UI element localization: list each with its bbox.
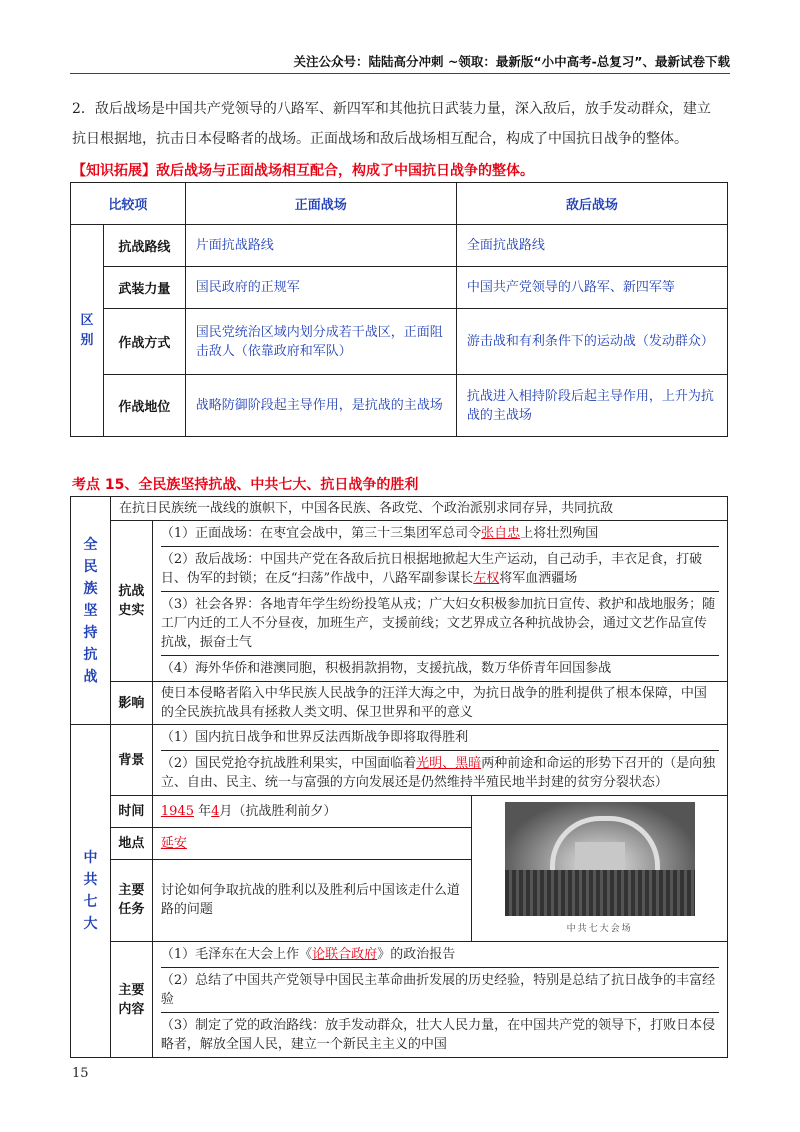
- rear-cell: 游击战和有利条件下的运动战（发动群众）: [456, 309, 727, 375]
- rear-cell: 全面抗战路线: [456, 225, 727, 267]
- task-label: 主要任务: [110, 859, 152, 941]
- history-table: [70, 496, 728, 1058]
- page-header: 关注公众号：陆陆高分冲刺 ~领取：最新版“小中高考-总复习”、最新试卷下载: [293, 54, 730, 69]
- paragraph-line-2: 抗日根据地，抗击日本侵略者的战场。正面战场和敌后战场相互配合，构成了中国抗日战争的整体。: [72, 131, 688, 147]
- header-rear: 敌后战场: [456, 183, 727, 225]
- row-label: 作战地位: [103, 375, 185, 437]
- front-cell: 国民党统治区域内划分成若干战区，正面阻击敌人（依靠政府和军队）: [185, 309, 456, 375]
- fact-1: （1）正面战场：在枣宜会战中，第三十三集团军总司令张自忠上将壮烈殉国: [160, 526, 599, 541]
- header-divider: [70, 73, 730, 74]
- category-resistance: 全民族坚持抗战: [71, 497, 111, 725]
- highlight-name: 左权: [473, 571, 500, 586]
- facts-label: 抗战史实: [110, 521, 152, 682]
- background-label: 背景: [110, 725, 152, 796]
- time-label: 时间: [110, 796, 152, 828]
- congress-hall-photo: [505, 802, 695, 916]
- impact-text: 使日本侵略者陷入中华民族人民战争的汪洋大海之中，为抗日战争的胜利提供了根本保障，中国的全民族抗战具有拯救人类文明、保卫世界和平的意义: [152, 682, 727, 725]
- content-label: 主要内容: [110, 942, 152, 1058]
- background-2: （2）国民党抢夺抗战胜利果实，中国面临着光明、黑暗两种前途和命运的形势下召开的（是向独立、自由、民主、统一与富强的方向发展还是仍然维持半殖民地半封建的贫穷分裂状态）: [161, 750, 719, 795]
- row-label: 抗战路线: [103, 225, 185, 267]
- front-cell: 片面抗战路线: [185, 225, 456, 267]
- fact-2: （2）敌后战场：中国共产党在各敌后抗日根据地掀起大生产运动，自己动手，丰衣足食，打破日、伪军的封锁；在反“扫荡”作战中，八路军副参谋长左权将军血洒疆场: [161, 546, 719, 591]
- front-cell: 国民政府的正规军: [185, 267, 456, 309]
- rear-cell: 抗战进入相持阶段后起主导作用，上升为抗战的主战场: [456, 375, 727, 437]
- category-congress: 中共七大: [71, 725, 111, 1058]
- front-cell: 战略防御阶段起主导作用，是抗战的主战场: [185, 375, 456, 437]
- header-front: 正面战场: [185, 183, 456, 225]
- header-compare: 比较项: [71, 183, 186, 225]
- place-label: 地点: [110, 827, 152, 859]
- knowledge-tip: 【知识拓展】敌后战场与正面战场相互配合，构成了中国抗日战争的整体。: [72, 163, 534, 179]
- content-1: （1）毛泽东在大会上作《论联合政府》的政治报告: [160, 947, 456, 962]
- impact-label: 影响: [110, 682, 152, 725]
- highlight-report: 论联合政府: [312, 947, 378, 962]
- highlight-name: 张自忠: [481, 526, 521, 541]
- resistance-intro: 在抗日民族统一战线的旗帜下，中国各民族、各政党、个政治派别求同存异，共同抗敌: [110, 497, 727, 521]
- rear-cell: 中国共产党领导的八路军、新四军等: [456, 267, 727, 309]
- comparison-table: [70, 182, 728, 437]
- fact-4: （4）海外华侨和港澳同胞，积极捐款捐物，支援抗战，数万华侨青年回国参战: [161, 655, 719, 681]
- fact-3: （3）社会各界：各地青年学生纷纷投笔从戎；广大妇女积极参加抗日宣传、救护和战地服务；随工厂内迁的工人不分昼夜，加班生产，支援前线；文艺界成立各种抗战协会，通过文艺作品宣传抗战，振奋士气: [161, 591, 719, 655]
- content-cell: [152, 942, 727, 1058]
- background-1: （1）国内抗日战争和世界反法西斯战争即将取得胜利: [160, 730, 469, 745]
- section-title: 考点 15、全民族坚持抗战、中共七大、抗日战争的胜利: [72, 477, 419, 493]
- category-difference: 区别: [71, 225, 104, 437]
- facts-cell: [152, 521, 727, 682]
- content-3: （3）制定了党的政治路线：放手发动群众，壮大人民力量，在中国共产党的领导下，打败日本侵略者，解放全国人民，建立一个新民主主义的中国: [161, 1012, 719, 1057]
- row-label: 武装力量: [103, 267, 185, 309]
- photo-caption: 中共七大会场: [566, 924, 633, 934]
- content-2: （2）总结了中国共产党领导中国民主革命曲折发展的历史经验，特别是总结了抗日战争的丰富经验: [161, 967, 719, 1012]
- row-label: 作战方式: [103, 309, 185, 375]
- time-value: 1945 年4月（抗战胜利前夕）: [152, 796, 471, 828]
- page-number: 15: [72, 1066, 89, 1081]
- background-cell: [152, 725, 727, 796]
- photo-cell: [472, 796, 728, 942]
- paragraph-line-1: 2．敌后战场是中国共产党领导的八路军、新四军和其他抗日武装力量，深入敌后，放手发动群众，建立: [72, 101, 711, 117]
- task-value: 讨论如何争取抗战的胜利以及胜利后中国该走什么道路的问题: [152, 859, 471, 941]
- place-value: 延安: [152, 827, 471, 859]
- highlight-prospects: 光明、黑暗: [416, 756, 482, 771]
